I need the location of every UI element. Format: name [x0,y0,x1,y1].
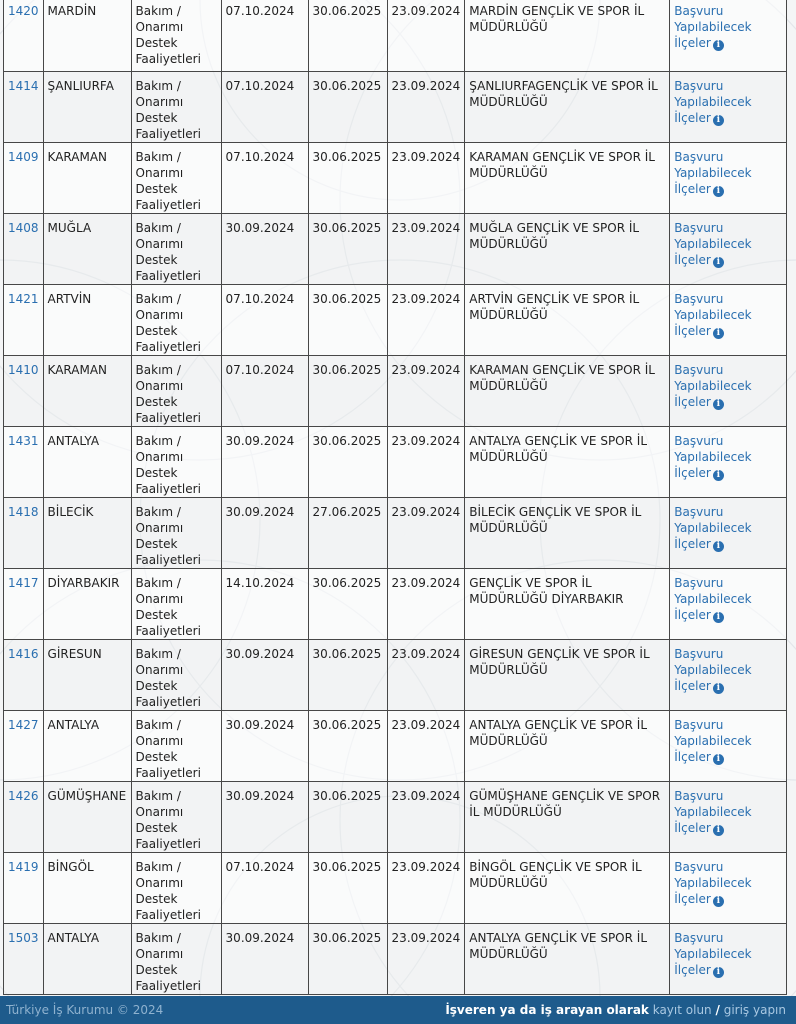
id-cell [4,285,44,356]
info-circle-icon[interactable]: i [713,896,724,907]
end-date-cell: 30.06.2025 [308,427,387,498]
category-cell: Bakım / Onarımı Destek Faaliyetleri [131,640,221,711]
end-date-cell: 30.06.2025 [308,285,387,356]
end-date-cell: 30.06.2025 [308,640,387,711]
id-cell [4,569,44,640]
category-cell: Bakım / Onarımı Destek Faaliyetleri [131,569,221,640]
institution-cell: GİRESUN GENÇLİK VE SPOR İL MÜDÜRLÜĞÜ [465,640,670,711]
record-id-link[interactable]: 1426 [8,789,39,803]
districts-link[interactable]: Başvuru Yapılabilecek İlçeler i [674,860,752,906]
districts-link[interactable]: Başvuru Yapılabilecek İlçeler i [674,4,752,50]
end-date-cell: 27.06.2025 [308,498,387,569]
info-circle-icon[interactable]: i [713,115,724,126]
table-row [4,427,787,498]
id-cell [4,782,44,853]
start-date-cell: 07.10.2024 [221,853,308,924]
institution-cell: MARDİN GENÇLİK VE SPOR İL MÜDÜRLÜĞÜ [465,0,670,72]
table-row [4,711,787,782]
id-cell [4,924,44,995]
announce-date-cell: 23.09.2024 [387,0,465,72]
institution-cell: GENÇLİK VE SPOR İL MÜDÜRLÜĞÜ DİYARBAKIR [465,569,670,640]
districts-cell [670,72,787,143]
table-row [4,498,787,569]
category-cell: Bakım / Onarımı Destek Faaliyetleri [131,924,221,995]
start-date-cell: 07.10.2024 [221,0,308,72]
districts-cell [670,640,787,711]
start-date-cell: 30.09.2024 [221,924,308,995]
category-cell: Bakım / Onarımı Destek Faaliyetleri [131,143,221,214]
info-circle-icon[interactable]: i [713,328,724,339]
table-row [4,640,787,711]
id-cell [4,356,44,427]
end-date-cell: 30.06.2025 [308,924,387,995]
province-cell: ANTALYA [43,924,131,995]
end-date-cell: 30.06.2025 [308,569,387,640]
institution-cell: ANTALYA GENÇLİK VE SPOR İL MÜDÜRLÜĞÜ [465,711,670,782]
id-cell [4,640,44,711]
record-id-link[interactable]: 1418 [8,505,39,519]
districts-link[interactable]: Başvuru Yapılabilecek İlçeler i [674,647,752,693]
category-cell: Bakım / Onarımı Destek Faaliyetleri [131,498,221,569]
announce-date-cell: 23.09.2024 [387,285,465,356]
table-row [4,0,787,72]
districts-cell [670,214,787,285]
institution-cell: ANTALYA GENÇLİK VE SPOR İL MÜDÜRLÜĞÜ [465,427,670,498]
announce-date-cell: 23.09.2024 [387,214,465,285]
districts-cell [670,569,787,640]
announce-date-cell: 23.09.2024 [387,924,465,995]
province-cell: MARDİN [43,0,131,72]
table-row [4,72,787,143]
province-cell: DİYARBAKIR [43,569,131,640]
info-circle-icon[interactable]: i [713,186,724,197]
province-cell: ŞANLIURFA [43,72,131,143]
end-date-cell: 30.06.2025 [308,143,387,214]
institution-cell: ARTVİN GENÇLİK VE SPOR İL MÜDÜRLÜĞÜ [465,285,670,356]
institution-cell: ŞANLIURFAGENÇLİK VE SPOR İL MÜDÜRLÜĞÜ [465,72,670,143]
record-id-link[interactable]: 1431 [8,434,39,448]
info-circle-icon[interactable]: i [713,967,724,978]
announce-date-cell: 23.09.2024 [387,640,465,711]
table-row [4,143,787,214]
districts-link[interactable]: Başvuru Yapılabilecek İlçeler i [674,221,752,267]
id-cell [4,214,44,285]
auth-prompt [445,996,786,1024]
id-cell [4,853,44,924]
info-circle-icon[interactable]: i [713,40,724,51]
info-circle-icon[interactable]: i [713,612,724,623]
record-id-link[interactable]: 1408 [8,221,39,235]
province-cell: ANTALYA [43,711,131,782]
districts-cell [670,498,787,569]
record-id-link[interactable]: 1503 [8,931,39,945]
category-cell: Bakım / Onarımı Destek Faaliyetleri [131,427,221,498]
institution-cell: KARAMAN GENÇLİK VE SPOR İL MÜDÜRLÜĞÜ [465,356,670,427]
districts-link[interactable]: Başvuru Yapılabilecek İlçeler i [674,79,752,125]
info-circle-icon[interactable]: i [713,470,724,481]
category-cell: Bakım / Onarımı Destek Faaliyetleri [131,0,221,72]
districts-cell [670,711,787,782]
province-cell: ARTVİN [43,285,131,356]
table-row [4,214,787,285]
start-date-cell: 07.10.2024 [221,143,308,214]
districts-cell [670,0,787,72]
districts-link[interactable]: Başvuru Yapılabilecek İlçeler i [674,292,752,338]
districts-link[interactable]: Başvuru Yapılabilecek İlçeler i [674,576,752,622]
announce-date-cell: 23.09.2024 [387,72,465,143]
info-circle-icon[interactable]: i [713,257,724,268]
institution-cell: BİLECİK GENÇLİK VE SPOR İL MÜDÜRLÜĞÜ [465,498,670,569]
table-row [4,356,787,427]
province-cell: KARAMAN [43,143,131,214]
id-cell [4,72,44,143]
id-cell [4,0,44,72]
districts-cell [670,427,787,498]
table-row [4,853,787,924]
table-row [4,782,787,853]
districts-link[interactable]: Başvuru Yapılabilecek İlçeler i [674,363,752,409]
districts-link[interactable]: Başvuru Yapılabilecek İlçeler i [674,718,752,764]
record-id-link[interactable]: 1416 [8,647,39,661]
announce-date-cell: 23.09.2024 [387,143,465,214]
record-id-link[interactable]: 1410 [8,363,39,377]
province-cell: KARAMAN [43,356,131,427]
districts-link[interactable]: Başvuru Yapılabilecek İlçeler i [674,434,752,480]
announce-date-cell: 23.09.2024 [387,498,465,569]
category-cell: Bakım / Onarımı Destek Faaliyetleri [131,214,221,285]
districts-cell [670,143,787,214]
start-date-cell: 07.10.2024 [221,72,308,143]
start-date-cell: 30.09.2024 [221,782,308,853]
record-id-link[interactable]: 1420 [8,4,39,18]
info-circle-icon[interactable]: i [713,825,724,836]
record-id-link[interactable]: 1409 [8,150,39,164]
register-link[interactable]: kayıt olun [652,1003,712,1017]
info-circle-icon[interactable]: i [713,683,724,694]
institution-cell: ANTALYA GENÇLİK VE SPOR İL MÜDÜRLÜĞÜ [465,924,670,995]
announce-date-cell: 23.09.2024 [387,853,465,924]
districts-link[interactable]: Başvuru Yapılabilecek İlçeler i [674,789,752,835]
table-row [4,285,787,356]
record-id-link[interactable]: 1427 [8,718,39,732]
start-date-cell: 30.09.2024 [221,711,308,782]
province-cell: MUĞLA [43,214,131,285]
end-date-cell: 30.06.2025 [308,214,387,285]
start-date-cell: 30.09.2024 [221,427,308,498]
districts-link[interactable]: Başvuru Yapılabilecek İlçeler i [674,505,752,551]
end-date-cell: 30.06.2025 [308,0,387,72]
category-cell: Bakım / Onarımı Destek Faaliyetleri [131,72,221,143]
province-cell: GİRESUN [43,640,131,711]
auth-separator: / [715,1003,720,1017]
institution-cell: KARAMAN GENÇLİK VE SPOR İL MÜDÜRLÜĞÜ [465,143,670,214]
end-date-cell: 30.06.2025 [308,711,387,782]
announce-date-cell: 23.09.2024 [387,711,465,782]
id-cell [4,143,44,214]
id-cell [4,427,44,498]
announce-date-cell: 23.09.2024 [387,569,465,640]
record-id-link[interactable]: 1419 [8,860,39,874]
record-id-link[interactable]: 1417 [8,576,39,590]
districts-link[interactable]: Başvuru Yapılabilecek İlçeler i [674,150,752,196]
districts-cell [670,853,787,924]
districts-cell [670,924,787,995]
category-cell: Bakım / Onarımı Destek Faaliyetleri [131,853,221,924]
start-date-cell: 30.09.2024 [221,640,308,711]
record-id-link[interactable]: 1421 [8,292,39,306]
end-date-cell: 30.06.2025 [308,853,387,924]
start-date-cell: 14.10.2024 [221,569,308,640]
id-cell [4,498,44,569]
institution-cell: BİNGÖL GENÇLİK VE SPOR İL MÜDÜRLÜĞÜ [465,853,670,924]
province-cell: ANTALYA [43,427,131,498]
category-cell: Bakım / Onarımı Destek Faaliyetleri [131,782,221,853]
end-date-cell: 30.06.2025 [308,782,387,853]
districts-link[interactable]: Başvuru Yapılabilecek İlçeler i [674,931,752,977]
info-circle-icon[interactable]: i [713,399,724,410]
table-row [4,924,787,995]
announce-date-cell: 23.09.2024 [387,427,465,498]
auth-prompt-text: İşveren ya da iş arayan olarak [445,1003,649,1017]
category-cell: Bakım / Onarımı Destek Faaliyetleri [131,285,221,356]
copyright-text: Türkiye İş Kurumu © 2024 [6,1003,164,1017]
end-date-cell: 30.06.2025 [308,356,387,427]
info-circle-icon[interactable]: i [713,754,724,765]
institution-cell: MUĞLA GENÇLİK VE SPOR İL MÜDÜRLÜĞÜ [465,214,670,285]
province-cell: GÜMÜŞHANE [43,782,131,853]
announce-date-cell: 23.09.2024 [387,356,465,427]
start-date-cell: 07.10.2024 [221,285,308,356]
end-date-cell: 30.06.2025 [308,72,387,143]
id-cell [4,711,44,782]
districts-cell [670,782,787,853]
districts-cell [670,285,787,356]
results-table [3,0,787,995]
province-cell: BİLECİK [43,498,131,569]
category-cell: Bakım / Onarımı Destek Faaliyetleri [131,711,221,782]
districts-cell [670,356,787,427]
announce-date-cell: 23.09.2024 [387,782,465,853]
start-date-cell: 07.10.2024 [221,356,308,427]
info-circle-icon[interactable]: i [713,541,724,552]
institution-cell: GÜMÜŞHANE GENÇLİK VE SPOR İL MÜDÜRLÜĞÜ [465,782,670,853]
start-date-cell: 30.09.2024 [221,214,308,285]
category-cell: Bakım / Onarımı Destek Faaliyetleri [131,356,221,427]
footer [0,996,796,1024]
login-link[interactable]: giriş yapın [723,1003,786,1017]
start-date-cell: 30.09.2024 [221,498,308,569]
record-id-link[interactable]: 1414 [8,79,39,93]
province-cell: BİNGÖL [43,853,131,924]
table-row [4,569,787,640]
